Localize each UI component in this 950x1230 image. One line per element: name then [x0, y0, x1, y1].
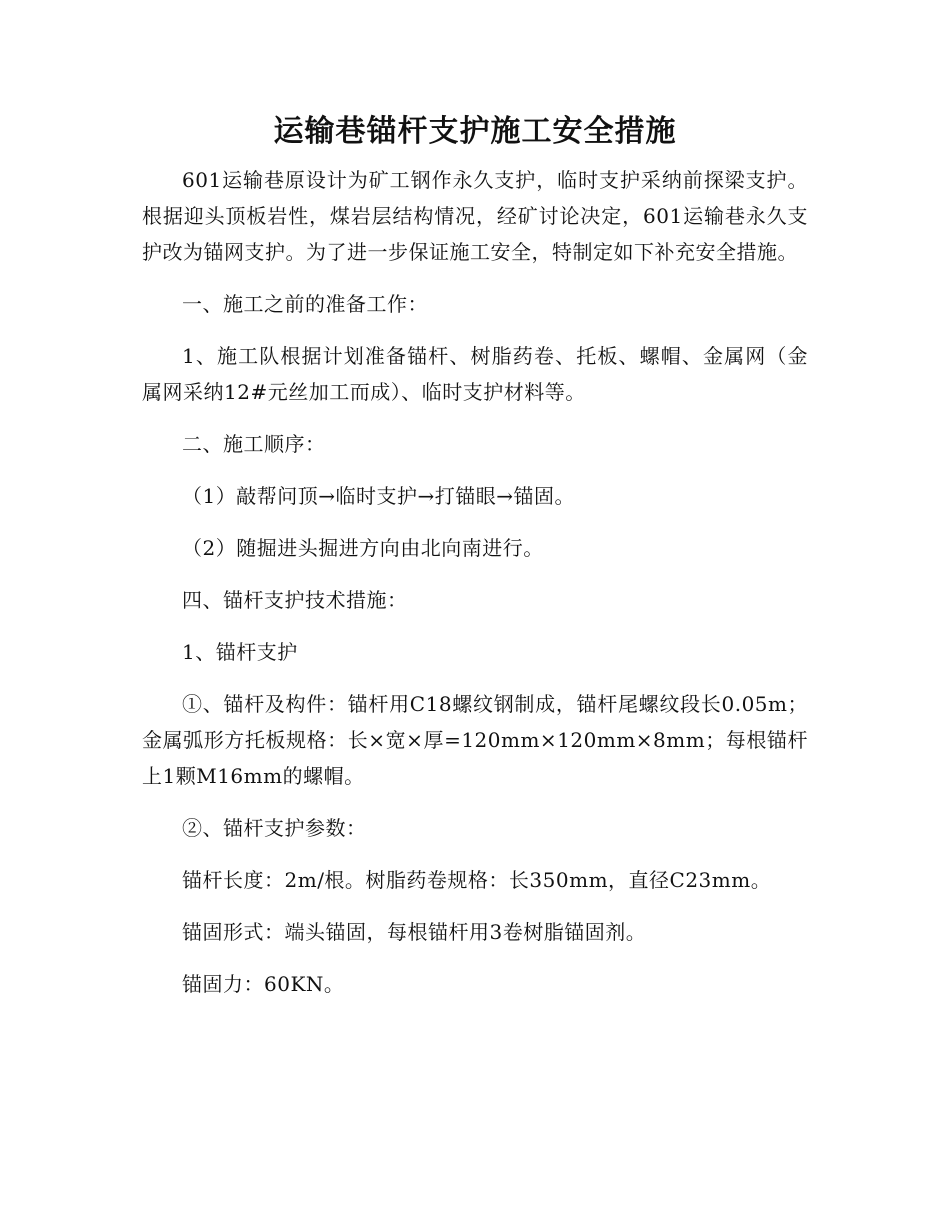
subsection-heading-bolt-support: 1、锚杆支护 — [182, 640, 298, 664]
preparation-item-1: 1、施工队根据计划准备锚杆、树脂药卷、托板、螺帽、金属网（金属网采纳12#元丝加工而成）、临时支护材料等。 — [142, 344, 808, 404]
section-heading-sequence: 二、施工顺序： — [182, 432, 326, 456]
anchoring-form-paragraph: 锚固形式：端头锚固，每根锚杆用3卷树脂锚固剂。 — [182, 920, 647, 944]
intro-paragraph: 601运输巷原设计为矿工钢作永久支护，临时支护采纳前探梁支护。根据迎头顶板岩性，煤岩层结构情况，经矿讨论决定，601运输巷永久支护改为锚网支护。为了进一步保证施工安全，特制定如下补充安全措施。 — [142, 168, 808, 264]
sequence-item-2: （2）随掘进头掘进方向由北向南进行。 — [182, 536, 544, 560]
section-heading-preparation: 一、施工之前的准备工作： — [182, 292, 428, 316]
document-body — [142, 162, 808, 1018]
sequence-item-1: （1）敲帮问顶→临时支护→打锚眼→锚固。 — [182, 484, 575, 508]
document-title: 运输巷锚杆支护施工安全措施 — [273, 114, 677, 149]
bolt-parameters-heading: ②、锚杆支护参数： — [182, 816, 367, 840]
bolt-components-paragraph: ①、锚杆及构件：锚杆用Ⅽ18螺纹钢制成，锚杆尾螺纹段长0.05m；金属弧形方托板规格：长×宽×厚=120mm×120mm×8mm；每根锚杆上1颗M16mm的螺帽。 — [142, 692, 808, 788]
bolt-length-paragraph: 锚杆长度：2m/根。树脂药卷规格：长350mm，直径Ⅽ23mm。 — [182, 868, 772, 892]
anchoring-force-paragraph: 锚固力：60KN。 — [182, 972, 345, 996]
section-heading-technical-measures: 四、锚杆支护技术措施： — [182, 588, 408, 612]
